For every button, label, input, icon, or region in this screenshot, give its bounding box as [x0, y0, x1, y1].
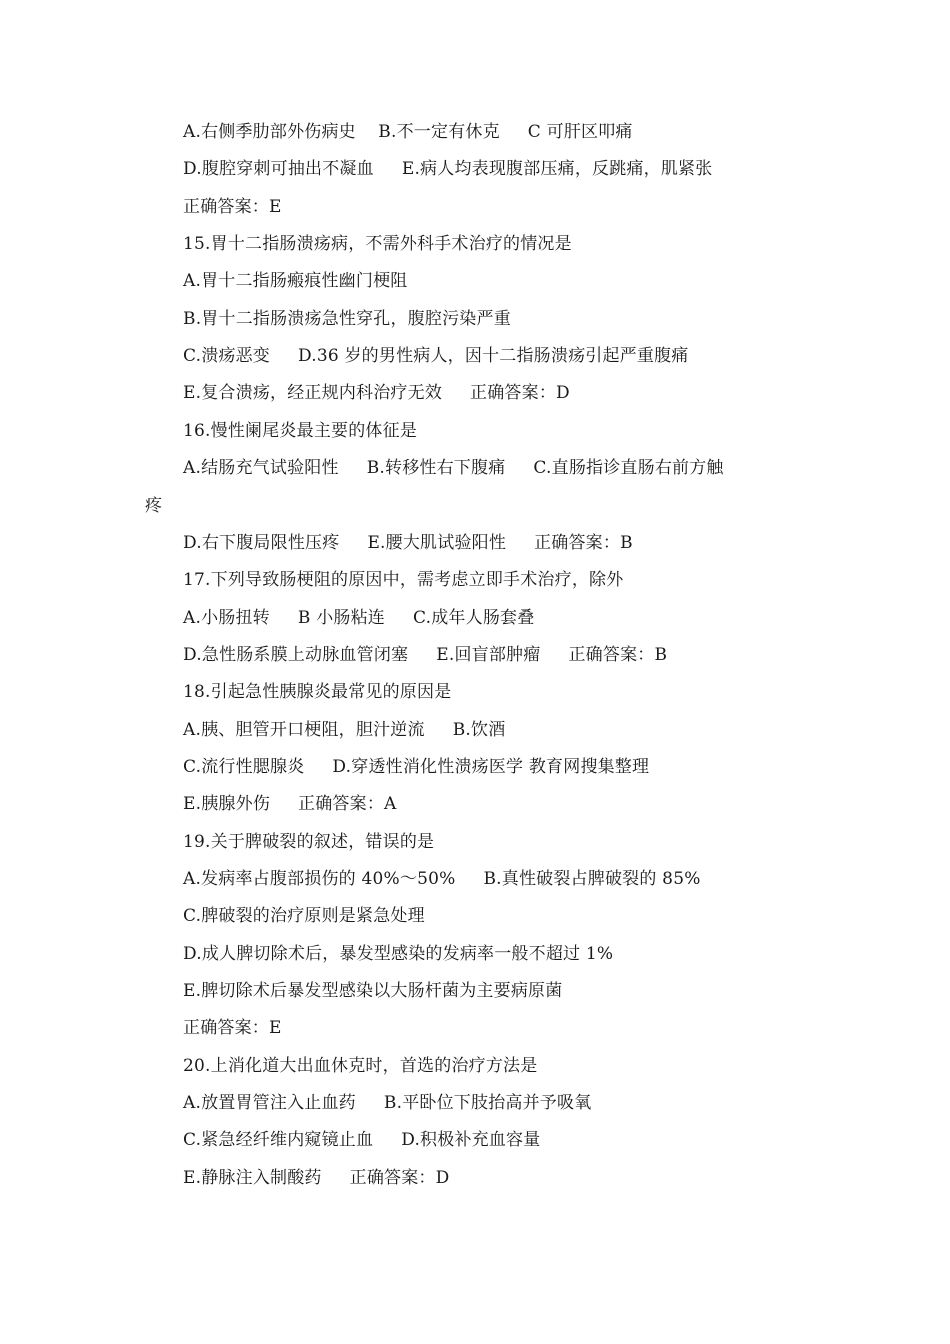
option-line-q16-de-answer: D.右下腹局限性压疼 E.腰大肌试验阳性 正确答案：B [183, 533, 633, 553]
option-line-q20-ab: A.放置胃管注入止血药 B.平卧位下肢抬高并予吸氧 [183, 1093, 592, 1113]
option-line-q20-cd: C.紧急经纤维内窥镜止血 D.积极补充血容量 [183, 1130, 541, 1150]
question-15: 15.胃十二指肠溃疡病，不需外科手术治疗的情况是 [183, 234, 572, 254]
question-16: 16.慢性阑尾炎最主要的体征是 [183, 421, 418, 441]
option-line-q18-ab: A.胰、胆管开口梗阻，胆汁逆流 B.饮酒 [183, 720, 506, 740]
option-line-q20-e-answer: E.静脉注入制酸药 正确答案：D [183, 1168, 450, 1188]
option-line-q15-b: B.胃十二指肠溃疡急性穿孔，腹腔污染严重 [183, 309, 511, 329]
option-line-q19-ab: A.发病率占腹部损伤的 40%～50% B.真性破裂占脾破裂的 85% [183, 869, 701, 889]
option-line-q14-abc: A.右侧季肋部外伤病史 B.不一定有休克 C 可肝区叩痛 [183, 122, 633, 142]
option-line-q19-d: D.成人脾切除术后，暴发型感染的发病率一般不超过 1% [183, 944, 614, 964]
option-line-q19-c: C.脾破裂的治疗原则是紧急处理 [183, 906, 425, 926]
question-20: 20.上消化道大出血休克时，首选的治疗方法是 [183, 1056, 538, 1076]
option-line-q16-abc: A.结肠充气试验阳性 B.转移性右下腹痛 C.直肠指诊直肠右前方触 [183, 458, 724, 478]
option-line-q19-e: E.脾切除术后暴发型感染以大肠杆菌为主要病原菌 [183, 981, 563, 1001]
option-line-q14-de: D.腹腔穿刺可抽出不凝血 E.病人均表现腹部压痛，反跳痛，肌紧张 [183, 159, 713, 179]
answer-line-q14: 正确答案：E [183, 197, 282, 217]
option-line-q18-cd: C.流行性腮腺炎 D.穿透性消化性溃疡医学 教育网搜集整理 [183, 757, 650, 777]
question-17: 17.下列导致肠梗阻的原因中，需考虑立即手术治疗，除外 [183, 570, 624, 590]
option-line-q15-e-answer: E.复合溃疡，经正规内科治疗无效 正确答案：D [183, 383, 570, 403]
option-line-q16-wrap: 疼 [145, 496, 163, 516]
question-19: 19.关于脾破裂的叙述，错误的是 [183, 832, 435, 852]
option-line-q15-a: A.胃十二指肠瘢痕性幽门梗阻 [183, 271, 408, 291]
option-line-q18-e-answer: E.胰腺外伤 正确答案：A [183, 794, 397, 814]
answer-line-q19: 正确答案：E [183, 1018, 282, 1038]
option-line-q17-abc: A.小肠扭转 B 小肠粘连 C.成年人肠套叠 [183, 608, 535, 628]
question-18: 18.引起急性胰腺炎最常见的原因是 [183, 682, 452, 702]
option-line-q17-de-answer: D.急性肠系膜上动脉血管闭塞 E.回盲部肿瘤 正确答案：B [183, 645, 668, 665]
option-line-q15-cd: C.溃疡恶变 D.36 岁的男性病人，因十二指肠溃疡引起严重腹痛 [183, 346, 689, 366]
